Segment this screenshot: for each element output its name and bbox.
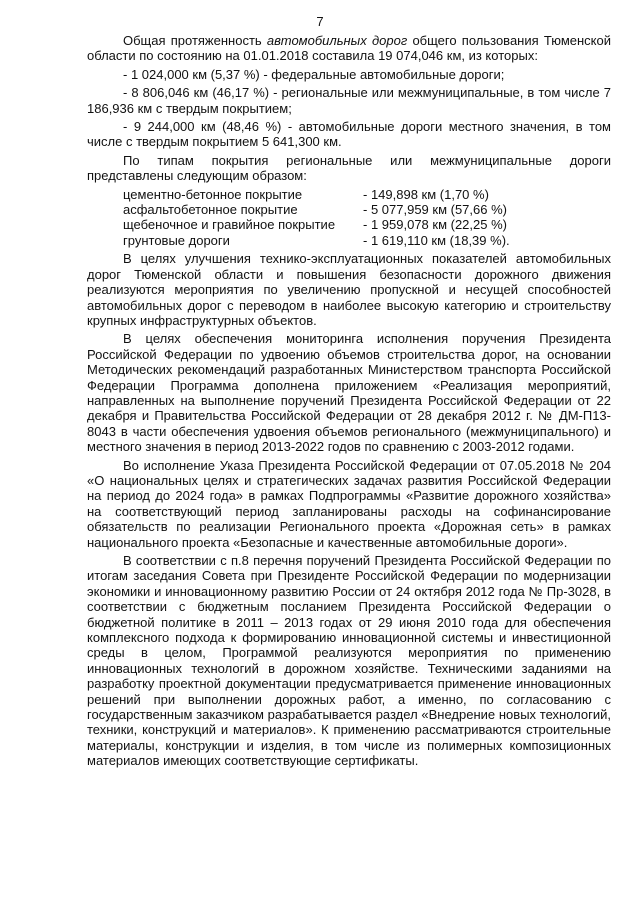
paragraph-innovation: В соответствии с п.8 перечня поручений Президента Российской Федерации по итогам заседания Совета при Президенте Российской Федерации по модернизации экономики и инновационному развитию России от 24 октября 2012 года № Пр-3028, в соответствии с бюджетным посланием Президента Российской Федерации о бюджетной политике в 2011 – 2013 годах от 29 июня 2010 года для обеспечения комплексного подхода к формированию инновационной системы и инвестиционной среды в целом, Программой реализуются мероприятия по применению инновационных технологий в дорожном хозяйстве. Техническими заданиями на разработку проектной документации предусматривается применение инновационных решений при выполнении дорожных работ, а именно, по согласованию с государственным заказчиком разрабатывается раздел «Внедрение новых технологий, техники, конструкций и материалов». К применению рассматриваются строительные материалы, конструкции и изделия, в том числе из полимерных композиционных материалов имеющих соответствующие сертификаты. <box>87 553 611 769</box>
coverage-type: грунтовые дороги <box>123 232 230 248</box>
coverage-value: - 149,898 км (1,70 %) <box>363 186 489 202</box>
intro-text-start: Общая протяженность <box>123 33 267 48</box>
coverage-type: асфальтобетонное покрытие <box>123 202 298 218</box>
coverage-row <box>123 217 611 232</box>
coverage-list <box>123 187 611 249</box>
paragraph-monitoring: В целях обеспечения мониторинга исполнения поручения Президента Российской Федерации по удвоению объемов строительства дорог, на основании Методических рекомендаций разработанных Министерством транспорта Российской Федерации Программа дополнена приложением «Реализация мероприятий, направленных на выполнение поручений Президента Российской Федерации от 22 декабря и Правительства Российской Федерации от 28 декабря 2012 г. № ДМ-П13-8043 в части обеспечения удвоения объемов регионального (межмуниципального) и местного значения в период 2013-2022 годов по сравнению с 2003-2012 годами. <box>87 331 611 455</box>
coverage-type: цементно-бетонное покрытие <box>123 186 303 202</box>
road-item-local: - 9 244,000 км (48,46 %) - автомобильные дороги местного значения, в том числе с твердым покрытием 5 641,300 км. <box>87 119 611 150</box>
intro-paragraph <box>87 33 611 64</box>
coverage-value: - 5 077,959 км (57,66 %) <box>363 202 507 218</box>
coverage-row <box>123 202 611 217</box>
coverage-intro: По типам покрытия региональные или межмуниципальные дороги представлены следующим образом: <box>87 152 611 184</box>
coverage-value: - 1 959,078 км (22,25 %) <box>363 217 507 233</box>
road-item-federal: - 1 024,000 км (5,37 %) - федеральные автомобильные дороги; <box>123 66 505 82</box>
coverage-row <box>123 187 611 202</box>
paragraph-decree: Во исполнение Указа Президента Российской Федерации от 07.05.2018 № 204 «О национальных целях и стратегических задачах развития Российской Федерации на период до 2024 года» в рамках Подпрограммы «Развитие дорожного хозяйства» на соответствующий период запланированы расходы на софинансирование обязательств по реализации Регионального проекта «Дорожная сеть» в рамках национального проекта «Безопасные и качественные автомобильные дороги». <box>87 457 611 550</box>
road-item-regional: - 8 806,046 км (46,17 %) - региональные или межмуниципальные, в том числе 7 186,936 км с твердым покрытием; <box>87 85 611 116</box>
page-number: 7 <box>316 14 324 29</box>
coverage-type: щебеночное и гравийное покрытие <box>123 217 336 233</box>
coverage-row <box>123 233 611 248</box>
intro-italic-term: автомобильных дорог <box>266 33 408 48</box>
document-body <box>87 33 611 772</box>
paragraph-improvement: В целях улучшения технико-эксплуатационных показателей автомобильных дорог Тюменской области и повышения безопасности дорожного движения реализуются мероприятия по увеличению пропускной и несущей способностей автомобильных дорог с переводом в наиболее высокую категорию и строительству крупных инфраструктурных объектов. <box>87 251 611 328</box>
intro-text-end: общего пользования Тюменской области по состоянию на 01.01.2018 составила 19 074,046 км, из которых: <box>87 33 612 64</box>
coverage-value: - 1 619,110 км (18,39 %). <box>363 232 510 248</box>
